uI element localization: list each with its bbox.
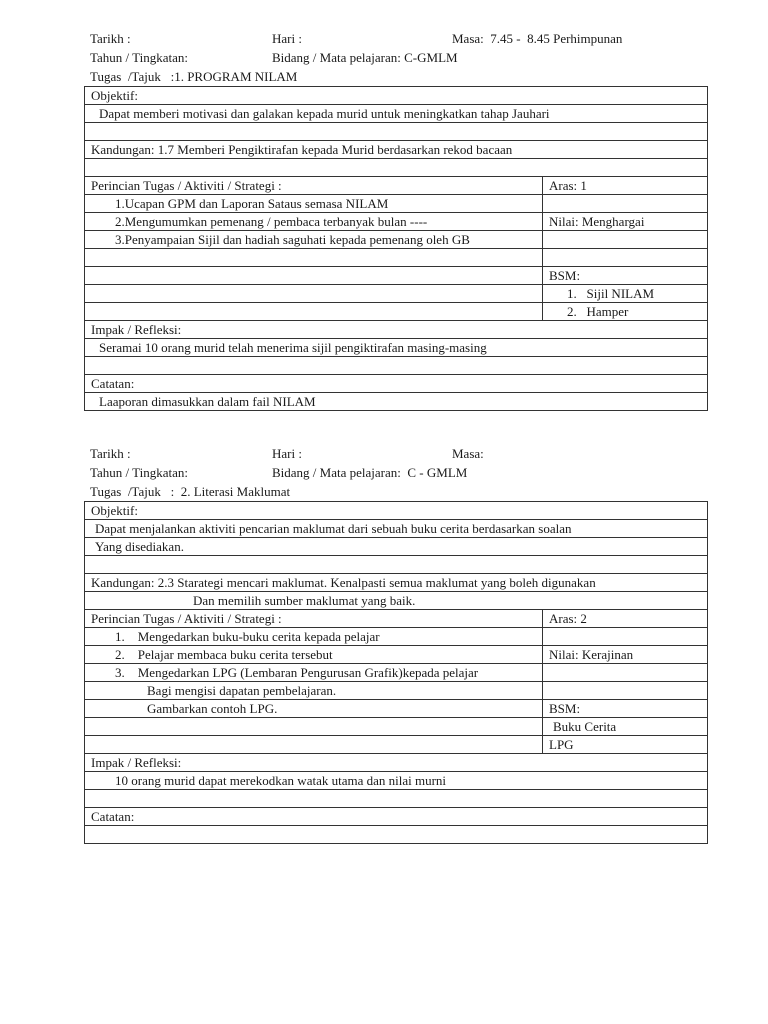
catatan-label: Catatan: [85,808,708,826]
empty-cell [85,556,708,574]
activity-item: 1. Mengedarkan buku-buku cerita kepada pelajar [85,628,543,646]
table-row [85,285,708,303]
impak-text: Seramai 10 orang murid telah menerima sijil pengiktirafan masing-masing [85,339,708,357]
activity-item: 3.Penyampaian Sijil dan hadiah saguhati kepada pemenang oleh GB [85,231,543,249]
table-row [85,826,708,844]
bidang-label: Bidang / Mata pelajaran: C-GMLM [272,50,458,65]
bsm-label: BSM: [543,267,708,285]
hari-label: Hari : [272,446,302,461]
activity-item: 3. Mengedarkan LPG (Lembaran Pengurusan Grafik)kepada pelajar [85,664,543,682]
table-row [85,339,708,357]
catatan-text: Laaporan dimasukkan dalam fail NILAM [85,393,708,411]
table-row [85,610,708,628]
table-row [85,303,708,321]
objektif-text: Dapat menjalankan aktiviti pencarian maklumat dari sebuah buku cerita berdasarkan soalan [85,520,708,538]
header-row-3 [84,67,707,86]
table-row [85,393,708,411]
empty-cell [85,736,543,754]
activity-item-cont: Gambarkan contoh LPG. [85,700,543,718]
kandungan-text-cont: Dan memilih sumber maklumat yang baik. [85,592,708,610]
empty-cell [85,249,543,267]
activity-item: 2.Mengumumkan pemenang / pembaca terbanyak bulan ---- [85,213,543,231]
activity-item: 2. Pelajar membaca buku cerita tersebut [85,646,543,664]
table-row [85,790,708,808]
empty-cell [85,123,708,141]
table-row [85,87,708,105]
masa-label: Masa: [452,446,484,461]
table-row [85,700,708,718]
empty-cell [543,628,708,646]
table-row [85,231,708,249]
perincian-label: Perincian Tugas / Aktiviti / Strategi : [85,610,543,628]
hari-label: Hari : [272,31,302,46]
tahun-label: Tahun / Tingkatan: [90,465,189,480]
impak-label: Impak / Refleksi: [85,321,708,339]
header-row-2 [84,463,707,482]
objektif-text-cont: Yang disediakan. [85,538,708,556]
empty-cell [543,195,708,213]
catatan-label: Catatan: [85,375,708,393]
table-row [85,718,708,736]
empty-cell [85,303,543,321]
table-row [85,159,708,177]
masa-label: Masa: 7.45 - 8.45 Perhimpunan [452,31,623,46]
table-row [85,520,708,538]
table-row [85,213,708,231]
table-row [85,195,708,213]
table-row [85,538,708,556]
lesson-plan-2 [84,444,707,844]
tahun-label: Tahun / Tingkatan: [90,50,189,65]
header-row-2 [84,48,707,67]
empty-cell [543,682,708,700]
tarikh-label: Tarikh : [90,31,131,46]
table-row [85,267,708,285]
table-row [85,772,708,790]
lesson-table-2 [84,501,708,844]
bsm-item: Buku Cerita [543,718,708,736]
empty-cell [85,790,708,808]
empty-cell [85,826,708,844]
empty-cell [543,249,708,267]
lesson-table-1 [84,86,708,411]
activity-item: 1.Ucapan GPM dan Laporan Sataus semasa NILAM [85,195,543,213]
table-row [85,321,708,339]
table-row [85,357,708,375]
bsm-label: BSM: [543,700,708,718]
bsm-item: 2. Hamper [543,303,708,321]
empty-cell [543,231,708,249]
objektif-text: Dapat memberi motivasi dan galakan kepada murid untuk meningkatkan tahap Jauhari [85,105,708,123]
table-row [85,664,708,682]
table-row [85,574,708,592]
table-row [85,754,708,772]
table-row [85,141,708,159]
bsm-item: 1. Sijil NILAM [543,285,708,303]
header-row-1 [84,29,707,48]
kandungan-text: Kandungan: 1.7 Memberi Pengiktirafan kepada Murid berdasarkan rekod bacaan [85,141,708,159]
objektif-label: Objektif: [85,87,708,105]
empty-cell [543,664,708,682]
tugas-label: Tugas /Tajuk : 2. Literasi Maklumat [90,484,291,499]
tugas-label: Tugas /Tajuk :1. PROGRAM NILAM [90,69,298,84]
empty-cell [85,267,543,285]
lesson-plan-1 [84,29,707,411]
table-row [85,123,708,141]
table-row [85,502,708,520]
table-row [85,646,708,664]
kandungan-text: Kandungan: 2.3 Starategi mencari maklumat. Kenalpasti semua maklumat yang boleh digunakan [85,574,708,592]
nilai-label: Nilai: Menghargai [543,213,708,231]
header-row-3 [84,482,707,501]
aras-label: Aras: 1 [543,177,708,195]
table-row [85,556,708,574]
table-row [85,105,708,123]
bsm-item: LPG [543,736,708,754]
table-row [85,177,708,195]
header-row-1 [84,444,707,463]
table-row [85,682,708,700]
empty-cell [85,285,543,303]
table-row [85,592,708,610]
table-row [85,808,708,826]
aras-label: Aras: 2 [543,610,708,628]
table-row [85,736,708,754]
empty-cell [85,718,543,736]
nilai-label: Nilai: Kerajinan [543,646,708,664]
impak-text: 10 orang murid dapat merekodkan watak utama dan nilai murni [85,772,708,790]
empty-cell [85,357,708,375]
table-row [85,375,708,393]
objektif-label: Objektif: [85,502,708,520]
impak-label: Impak / Refleksi: [85,754,708,772]
perincian-label: Perincian Tugas / Aktiviti / Strategi : [85,177,543,195]
table-row [85,628,708,646]
activity-item-cont: Bagi mengisi dapatan pembelajaran. [85,682,543,700]
empty-cell [85,159,708,177]
bidang-label: Bidang / Mata pelajaran: C - GMLM [272,465,468,480]
table-row [85,249,708,267]
tarikh-label: Tarikh : [90,446,131,461]
